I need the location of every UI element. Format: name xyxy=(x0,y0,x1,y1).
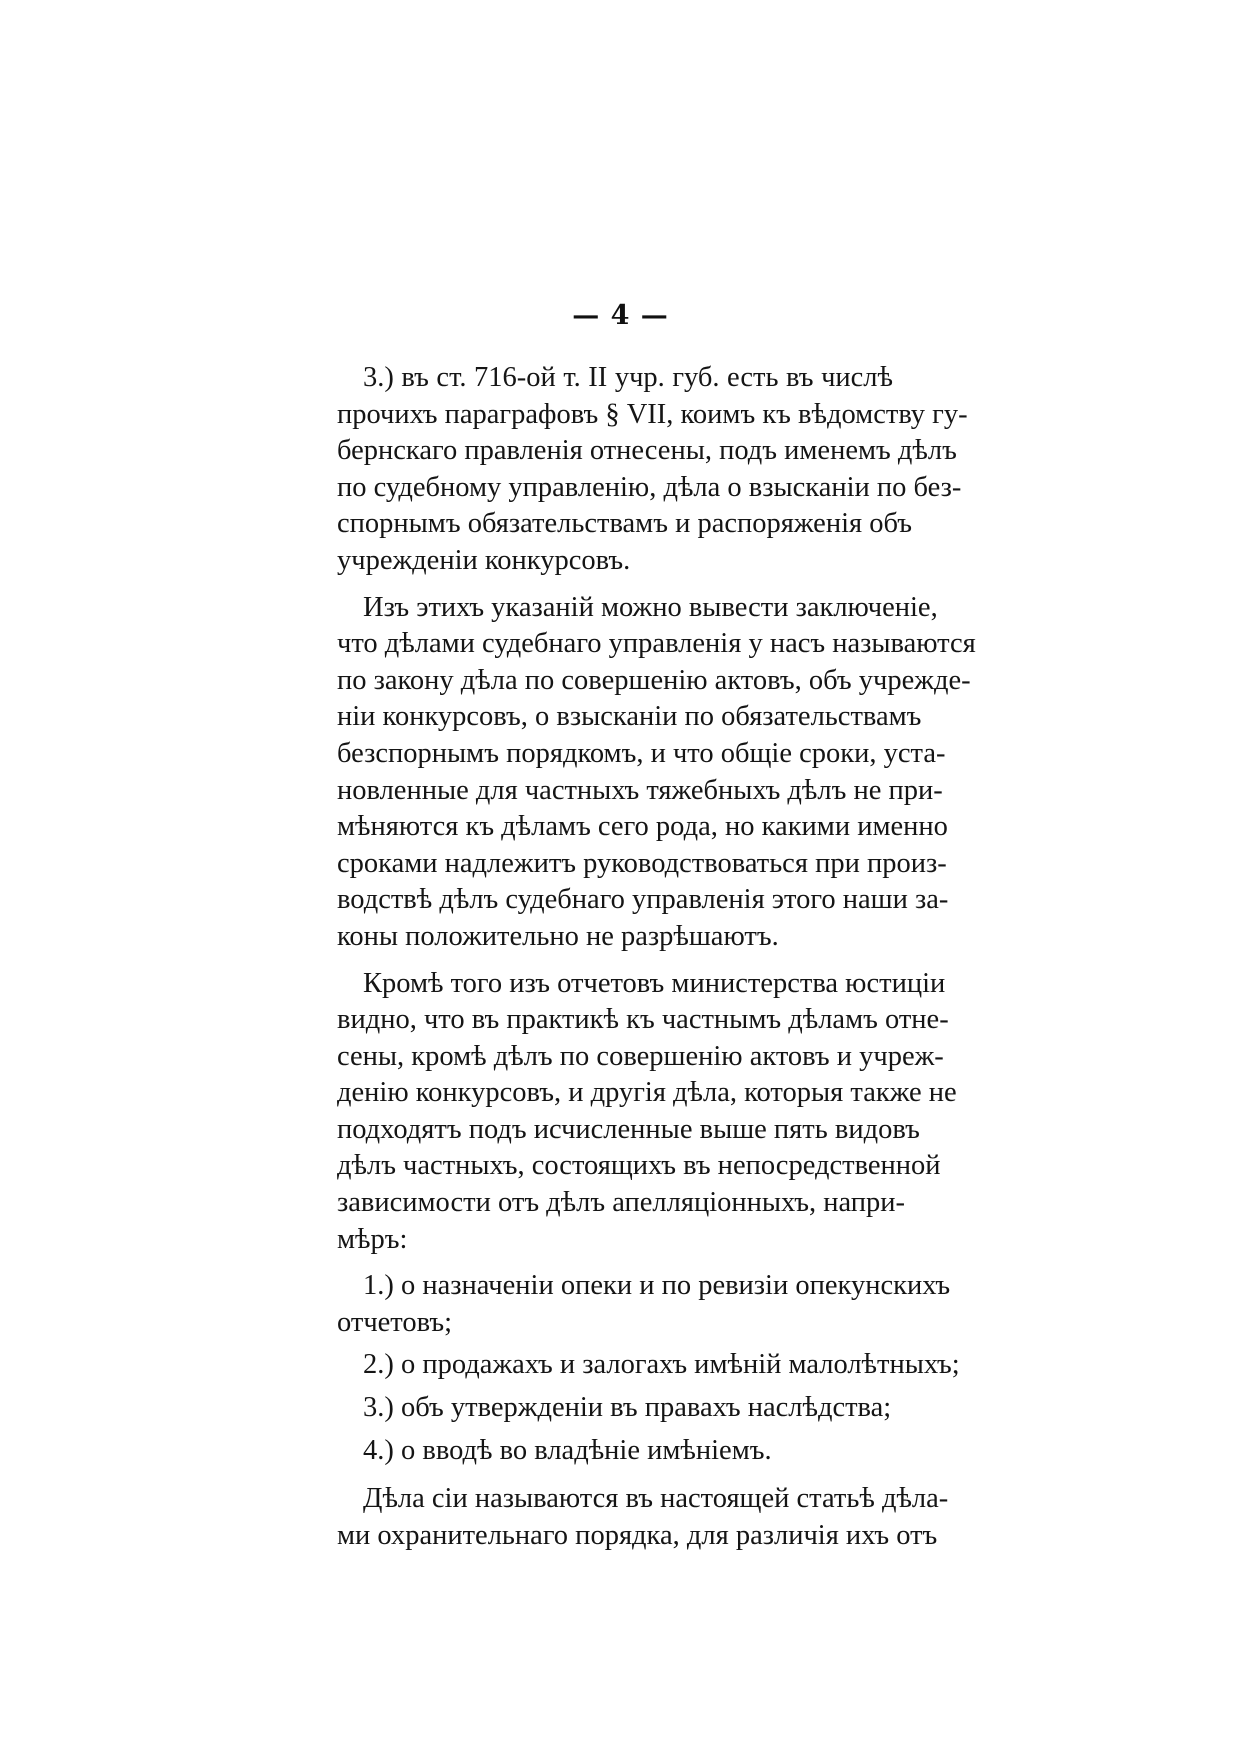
paragraph-1 xyxy=(337,360,968,580)
text-line: мѣръ: xyxy=(337,1223,408,1255)
text-line: 4.) о вводѣ во владѣніе имѣніемъ. xyxy=(363,1434,772,1466)
paragraph-2 xyxy=(337,590,976,956)
text-line: спорнымъ обязательствамъ и распоряженія объ xyxy=(337,508,913,540)
text-line: новленные для частныхъ тяжебныхъ дѣлъ не при- xyxy=(337,774,943,806)
text-line: прочихъ параграфовъ § VII, коимъ къ вѣдомству гу- xyxy=(337,398,968,430)
text-line: коны положительно не разрѣшаютъ. xyxy=(337,920,779,952)
text-line: мѣняются къ дѣламъ сего рода, но какими именно xyxy=(337,811,948,843)
body-text xyxy=(337,360,976,1564)
text-line: бернскаго правленія отнесены, подъ именемъ дѣлъ xyxy=(337,435,957,467)
text-line: ми охранительнаго порядка, для различія ихъ отъ xyxy=(337,1519,938,1551)
text-line: сены, кромѣ дѣлъ по совершенію актовъ и учреж- xyxy=(337,1040,944,1072)
paragraph-4 xyxy=(337,1481,949,1554)
text-line: видно, что въ практикѣ къ частнымъ дѣламъ отне- xyxy=(337,1004,949,1036)
list-item xyxy=(337,1433,893,1470)
text-line: отчетовъ; xyxy=(337,1306,453,1338)
list-item xyxy=(337,1347,960,1384)
text-line: по судебному управленію, дѣла о взысканіи по без- xyxy=(337,471,962,503)
text-line: подходятъ подъ исчисленные выше пять видовъ xyxy=(337,1113,920,1145)
text-line: сроками надлежитъ руководствоваться при произ- xyxy=(337,847,947,879)
list-item xyxy=(337,1268,951,1341)
text-line: 1.) о назначеніи опеки и по ревизіи опекунскихъ xyxy=(363,1270,951,1302)
text-line: учрежденіи конкурсовъ. xyxy=(337,544,631,576)
text-line: 3.) въ ст. 716-ой т. II учр. губ. есть въ числѣ xyxy=(363,362,893,393)
page-number: — 4 — xyxy=(572,300,669,331)
text-line: денію конкурсовъ, и другія дѣла, которыя также не xyxy=(337,1077,957,1109)
text-line: безспорнымъ порядкомъ, и что общіе сроки, уста- xyxy=(337,737,946,769)
text-line: по закону дѣла по совершенію актовъ, объ учрежде- xyxy=(337,664,971,696)
text-line: дѣлъ частныхъ, состоящихъ въ непосредственной xyxy=(337,1150,941,1182)
text-line: 3.) объ утвержденіи въ правахъ наслѣдства; xyxy=(363,1392,892,1424)
list-item xyxy=(337,1390,893,1427)
text-line: водствѣ дѣлъ судебнаго управленія этого наши за- xyxy=(337,884,949,916)
text-line: зависимости отъ дѣлъ апелляціонныхъ, напри- xyxy=(337,1187,905,1219)
paragraph-3 xyxy=(337,966,957,1259)
text-line: 2.) о продажахъ и залогахъ имѣній малолѣтныхъ; xyxy=(363,1349,960,1381)
text-line: Кромѣ того изъ отчетовъ министерства юстиціи xyxy=(363,967,946,999)
text-line: ніи конкурсовъ, о взысканіи по обязательствамъ xyxy=(337,701,922,733)
text-line: Изъ этихъ указаній можно вывести заключеніе, xyxy=(363,591,938,623)
text-line: что дѣлами судебнаго управленія у насъ называются xyxy=(337,628,976,660)
text-line: Дѣла сіи называются въ настоящей статьѣ дѣла- xyxy=(363,1483,949,1515)
